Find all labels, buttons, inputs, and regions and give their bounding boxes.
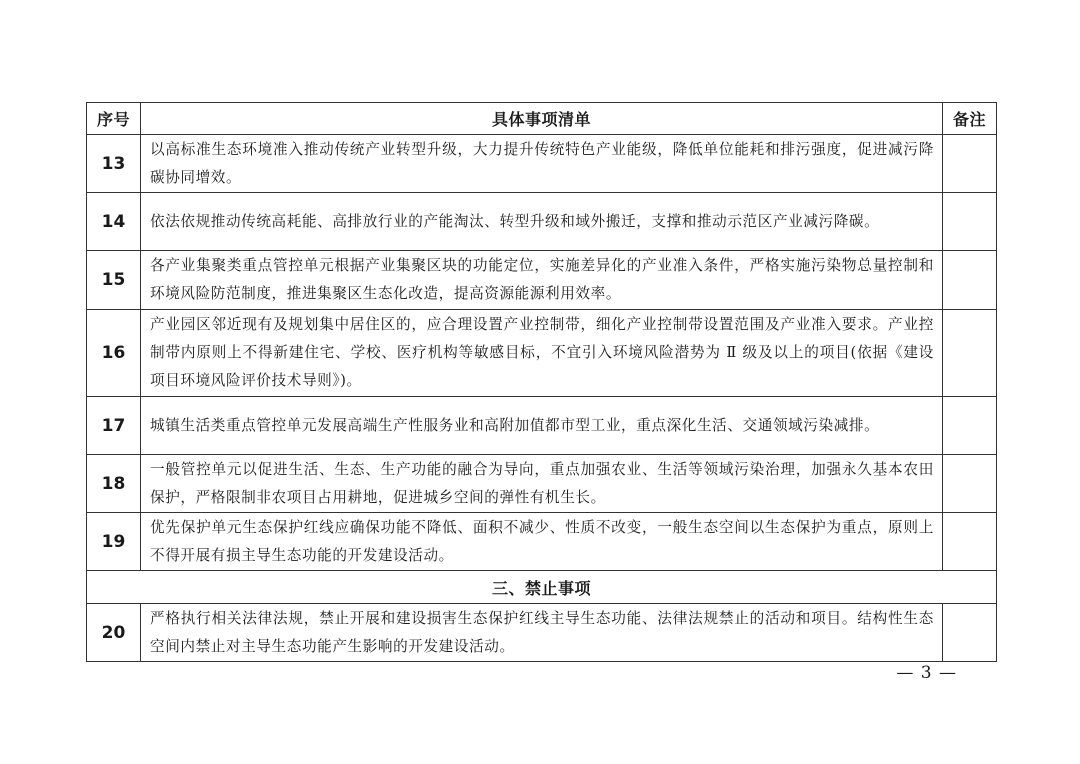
table-row: [87, 397, 997, 455]
table-row: [87, 251, 997, 310]
row-number: 16: [87, 310, 141, 397]
table-header-row: [87, 103, 997, 135]
table-row: [87, 455, 997, 513]
row-text: 严格执行相关法律法规，禁止开展和建设损害生态保护红线主导生态功能、法律法规禁止的活动和项目。结构性生态空间内禁止对主导生态功能产生影响的开发建设活动。: [141, 604, 943, 662]
header-remarks: 备注: [943, 103, 997, 135]
page-number: — 3 —: [896, 663, 957, 683]
row-note: [943, 251, 997, 310]
row-text: 依法依规推动传统高耗能、高排放行业的产能淘汰、转型升级和域外搬迁，支撑和推动示范区产业减污降碳。: [141, 193, 943, 251]
row-number: 19: [87, 513, 141, 571]
row-note: [943, 193, 997, 251]
row-text: 城镇生活类重点管控单元发展高端生产性服务业和高附加值都市型工业，重点深化生活、交通领域污染减排。: [141, 397, 943, 455]
table-row: [87, 604, 997, 662]
regulation-table-container: [86, 102, 996, 662]
row-text: 以高标准生态环境准入推动传统产业转型升级，大力提升传统特色产业能级，降低单位能耗和排污强度，促进减污降碳协同增效。: [141, 135, 943, 193]
row-text: 一般管控单元以促进生活、生态、生产功能的融合为导向，重点加强农业、生活等领域污染治理，加强永久基本农田保护，严格限制非农项目占用耕地，促进城乡空间的弹性有机生长。: [141, 455, 943, 513]
row-number: 18: [87, 455, 141, 513]
row-text: 优先保护单元生态保护红线应确保功能不降低、面积不减少、性质不改变，一般生态空间以生态保护为重点，原则上不得开展有损主导生态功能的开发建设活动。: [141, 513, 943, 571]
row-note: [943, 455, 997, 513]
table-row: [87, 135, 997, 193]
table-row: [87, 193, 997, 251]
row-note: [943, 513, 997, 571]
header-item-list: 具体事项清单: [141, 103, 943, 135]
row-number: 14: [87, 193, 141, 251]
header-serial-number: 序号: [87, 103, 141, 135]
regulation-table: [86, 102, 997, 662]
section-header-row: [87, 571, 997, 604]
row-number: 15: [87, 251, 141, 310]
row-text: 各产业集聚类重点管控单元根据产业集聚区块的功能定位，实施差异化的产业准入条件，严格实施污染物总量控制和环境风险防范制度，推进集聚区生态化改造，提高资源能源利用效率。: [141, 251, 943, 310]
row-note: [943, 310, 997, 397]
row-note: [943, 397, 997, 455]
row-number: 20: [87, 604, 141, 662]
row-number: 17: [87, 397, 141, 455]
table-row: [87, 513, 997, 571]
table-row: [87, 310, 997, 397]
row-text: 产业园区邻近现有及规划集中居住区的，应合理设置产业控制带，细化产业控制带设置范围及产业准入要求。产业控制带内原则上不得新建住宅、学校、医疗机构等敏感目标，不宜引入环境风险潜势为 Ⅱ 级及以上的项目(依据《建设项目环境风险评价技术导则》)。: [141, 310, 943, 397]
row-note: [943, 135, 997, 193]
row-number: 13: [87, 135, 141, 193]
section-title: 三、禁止事项: [87, 571, 997, 604]
row-note: [943, 604, 997, 662]
